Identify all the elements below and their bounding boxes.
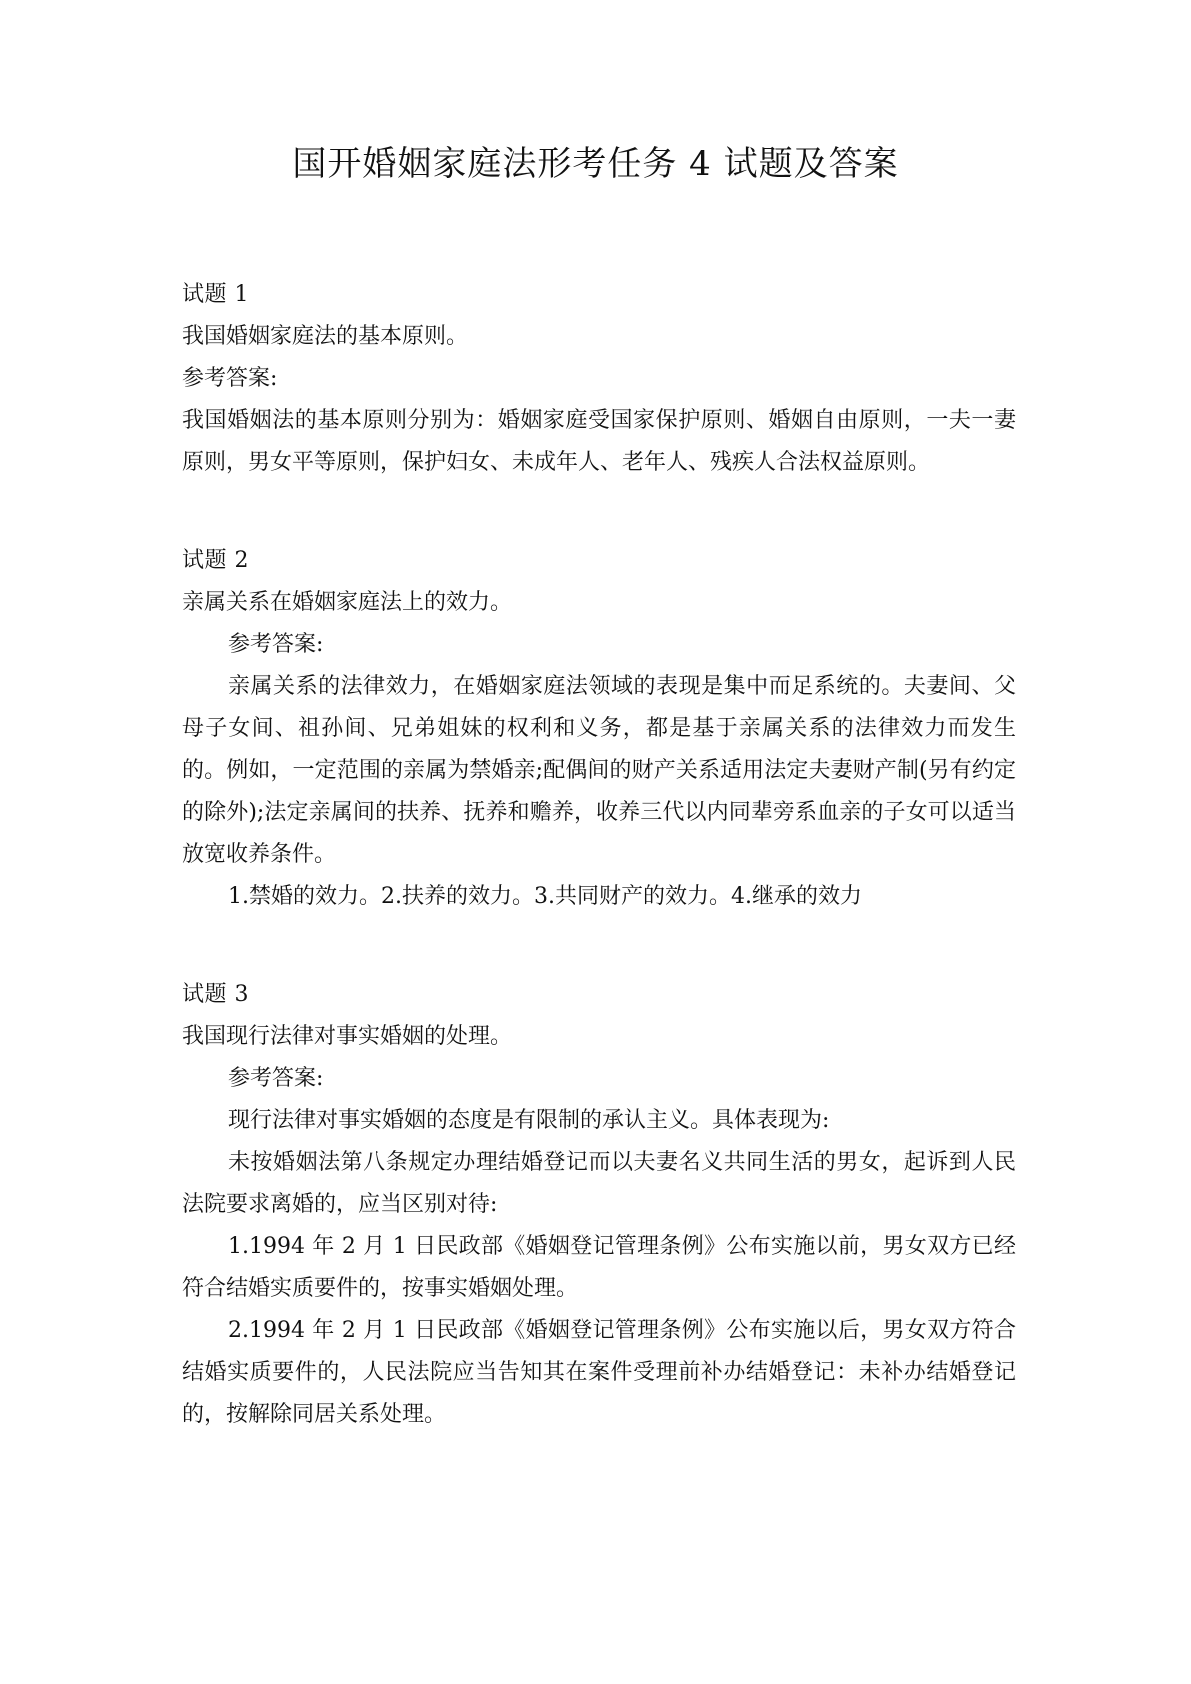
document-body	[182, 274, 1016, 1436]
answer-label: 参考答案:	[228, 632, 324, 657]
document-title: 国开婚姻家庭法形考任务 4 试题及答案	[292, 144, 899, 184]
answer-paragraph: 1.禁婚的效力。2.扶养的效力。3.共同财产的效力。4.继承的效力	[228, 884, 862, 909]
question-3	[182, 974, 1016, 1436]
question-prompt: 我国婚姻家庭法的基本原则。	[182, 324, 469, 349]
question-prompt: 亲属关系在婚姻家庭法上的效力。	[182, 590, 513, 615]
answer-paragraph: 未按婚姻法第八条规定办理结婚登记而以夫妻名义共同生活的男女，起诉到人民法院要求离婚的，应当区别对待:	[182, 1150, 1016, 1217]
question-label: 试题 3	[182, 982, 249, 1007]
answer-paragraph: 我国婚姻法的基本原则分别为：婚姻家庭受国家保护原则、婚姻自由原则，一夫一妻原则，男女平等原则，保护妇女、未成年人、老年人、残疾人合法权益原则。	[182, 408, 1016, 475]
question-2	[182, 540, 1016, 918]
question-label: 试题 2	[182, 548, 249, 573]
answer-paragraph: 2.1994 年 2 月 1 日民政部《婚姻登记管理条例》公布实施以后，男女双方符合结婚实质要件的，人民法院应当告知其在案件受理前补办结婚登记：未补办结婚登记的，按解除同居关系处理。	[182, 1318, 1016, 1427]
question-1	[182, 274, 1016, 484]
answer-paragraph: 亲属关系的法律效力，在婚姻家庭法领域的表现是集中而足系统的。夫妻间、父母子女间、祖孙间、兄弟姐妹的权利和义务，都是基于亲属关系的法律效力而发生的。例如，一定范围的亲属为禁婚亲;配偶间的财产关系适用法定夫妻财产制(另有约定的除外);法定亲属间的扶养、抚养和赡养，收养三代以内同辈旁系血亲的子女可以适当放宽收养条件。	[182, 674, 1016, 867]
answer-label: 参考答案:	[182, 366, 278, 391]
answer-paragraph: 现行法律对事实婚姻的态度是有限制的承认主义。具体表现为:	[228, 1108, 830, 1133]
answer-paragraph: 1.1994 年 2 月 1 日民政部《婚姻登记管理条例》公布实施以前，男女双方已经符合结婚实质要件的，按事实婚姻处理。	[182, 1234, 1016, 1301]
question-prompt: 我国现行法律对事实婚姻的处理。	[182, 1024, 513, 1049]
answer-label: 参考答案:	[228, 1066, 324, 1091]
question-label: 试题 1	[182, 282, 249, 307]
